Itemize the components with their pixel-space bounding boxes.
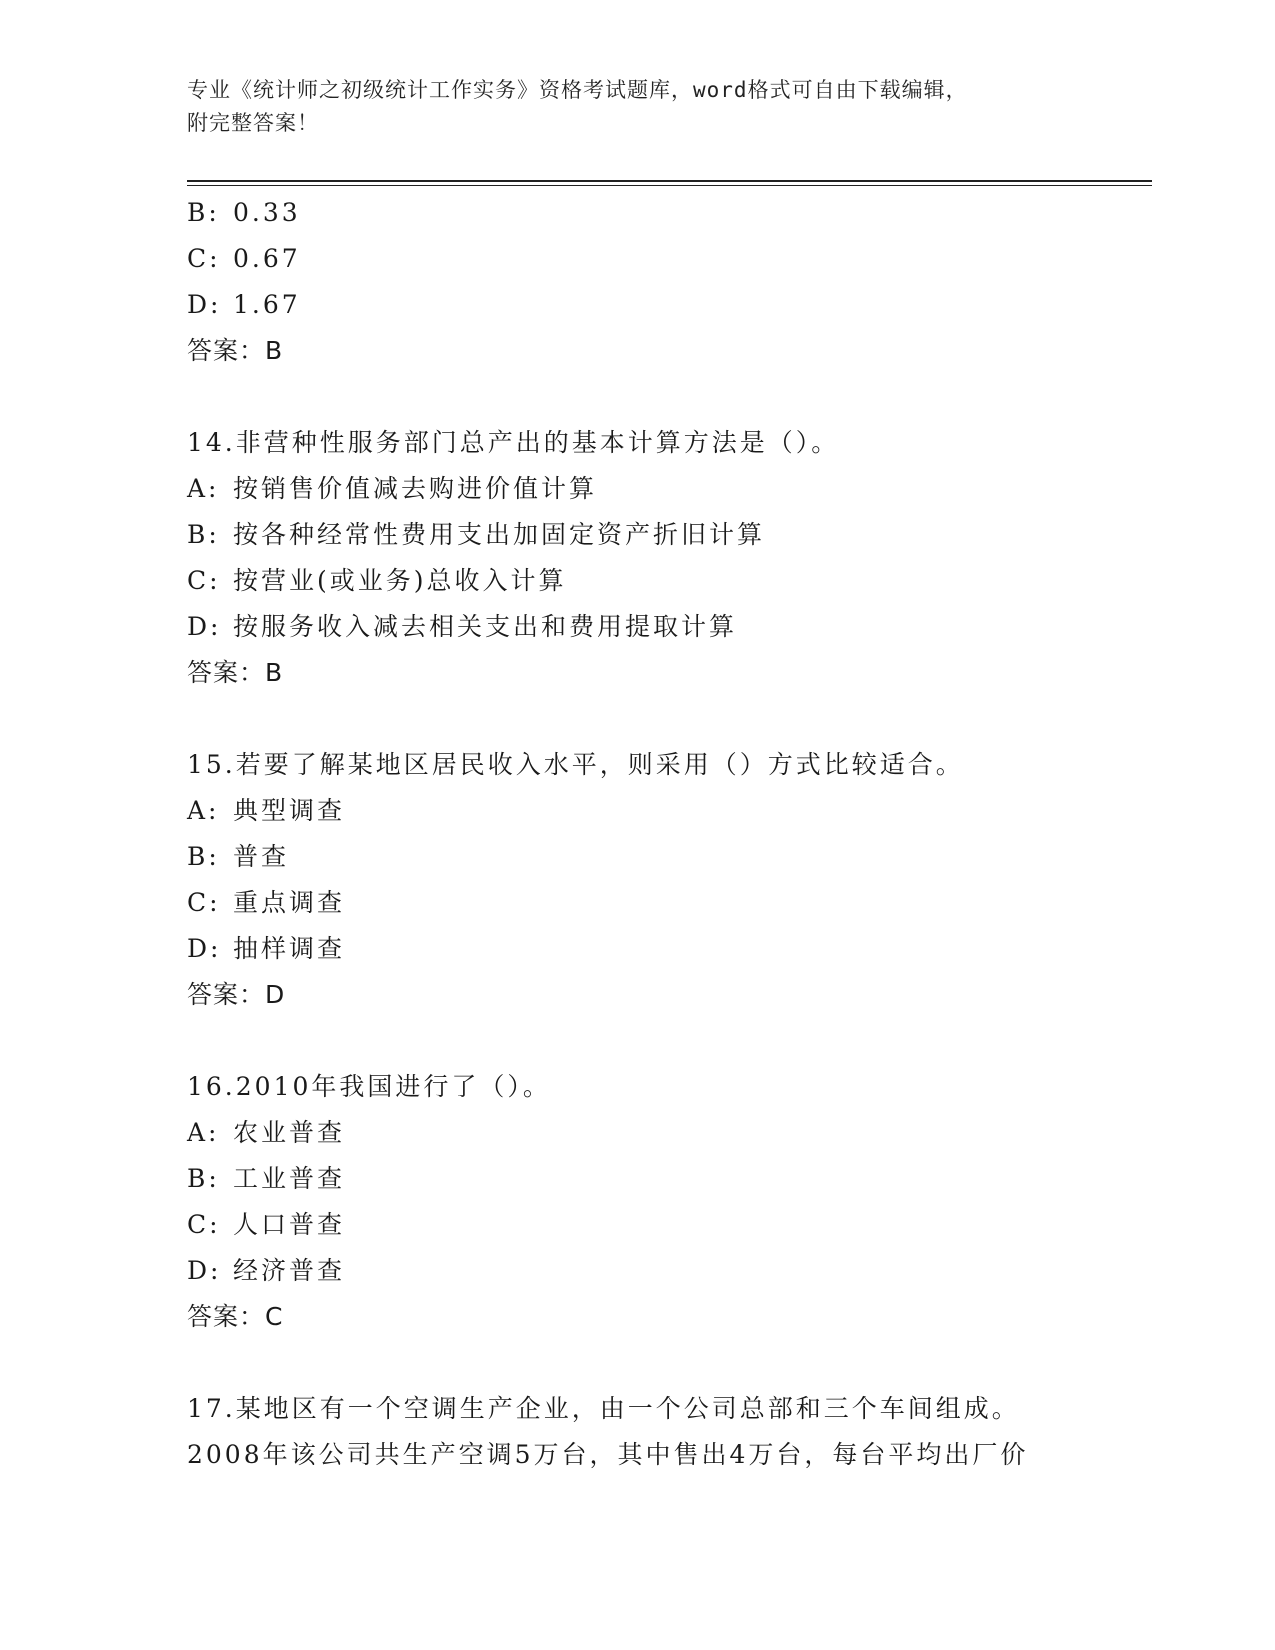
- option-key: B:: [187, 842, 220, 871]
- option-line: [187, 788, 1127, 834]
- option-key: D:: [187, 612, 222, 641]
- answer-line: 答案：C: [187, 1302, 284, 1331]
- option-key: A:: [187, 474, 220, 503]
- option-key: A:: [187, 1118, 220, 1147]
- option-text: 按销售价值减去购进价值计算: [233, 474, 598, 503]
- option-line: [187, 1156, 1127, 1202]
- question-stem: 17.某地区有一个空调生产企业，由一个公司总部和三个车间组成。: [187, 1394, 1020, 1423]
- option-line: [187, 1248, 1127, 1294]
- option-key: C:: [187, 566, 221, 595]
- option-text: 1.67: [233, 290, 301, 319]
- header-divider: [187, 180, 1152, 182]
- option-key: C:: [187, 888, 221, 917]
- option-line: [187, 604, 1127, 650]
- option-line: [187, 1110, 1127, 1156]
- option-key: D:: [187, 1256, 222, 1285]
- option-text: 抽样调查: [233, 934, 346, 963]
- option-text: 按各种经常性费用支出加固定资产折旧计算: [233, 520, 766, 549]
- option-text: 经济普查: [233, 1256, 346, 1285]
- option-line: [187, 1202, 1127, 1248]
- option-text: 按营业(或业务)总收入计算: [233, 566, 567, 595]
- document-header: [187, 74, 1067, 140]
- question-stem-continued: 2008年该公司共生产空调5万台，其中售出4万台，每台平均出厂价: [187, 1440, 1029, 1469]
- option-key: B:: [187, 520, 220, 549]
- option-text: 0.33: [233, 198, 301, 227]
- option-line: [187, 834, 1127, 880]
- option-text: 人口普查: [233, 1210, 346, 1239]
- question-list: [187, 190, 1127, 1478]
- option-key: B:: [187, 198, 220, 227]
- option-line: [187, 926, 1127, 972]
- option-key: B:: [187, 1164, 220, 1193]
- option-key: A:: [187, 796, 220, 825]
- option-text: 按服务收入减去相关支出和费用提取计算: [233, 612, 738, 641]
- option-key: D:: [187, 290, 222, 319]
- option-text: 典型调查: [233, 796, 346, 825]
- option-line: [187, 512, 1127, 558]
- option-line: [187, 558, 1127, 604]
- option-line: [187, 236, 1127, 282]
- question-stem: 16.2010年我国进行了（）。: [187, 1072, 551, 1101]
- option-key: D:: [187, 934, 222, 963]
- option-line: [187, 190, 1127, 236]
- option-text: 农业普查: [233, 1118, 346, 1147]
- option-line: [187, 282, 1127, 328]
- option-line: [187, 466, 1127, 512]
- answer-line: 答案：D: [187, 980, 286, 1009]
- option-text: 0.67: [233, 244, 301, 273]
- option-text: 重点调查: [233, 888, 346, 917]
- option-text: 普查: [233, 842, 290, 871]
- answer-line: 答案：B: [187, 658, 284, 687]
- option-key: C:: [187, 244, 221, 273]
- header-line-1: 专业《统计师之初级统计工作实务》资格考试题库，word格式可自由下载编辑，: [187, 78, 968, 102]
- question-stem: 15.若要了解某地区居民收入水平，则采用（）方式比较适合。: [187, 750, 964, 779]
- question-stem: 14.非营种性服务部门总产出的基本计算方法是（）。: [187, 428, 840, 457]
- header-divider-thin: [187, 185, 1152, 186]
- option-text: 工业普查: [233, 1164, 346, 1193]
- answer-line: 答案：B: [187, 336, 284, 365]
- header-line-2: 附完整答案！: [187, 111, 319, 135]
- option-key: C:: [187, 1210, 221, 1239]
- option-line: [187, 880, 1127, 926]
